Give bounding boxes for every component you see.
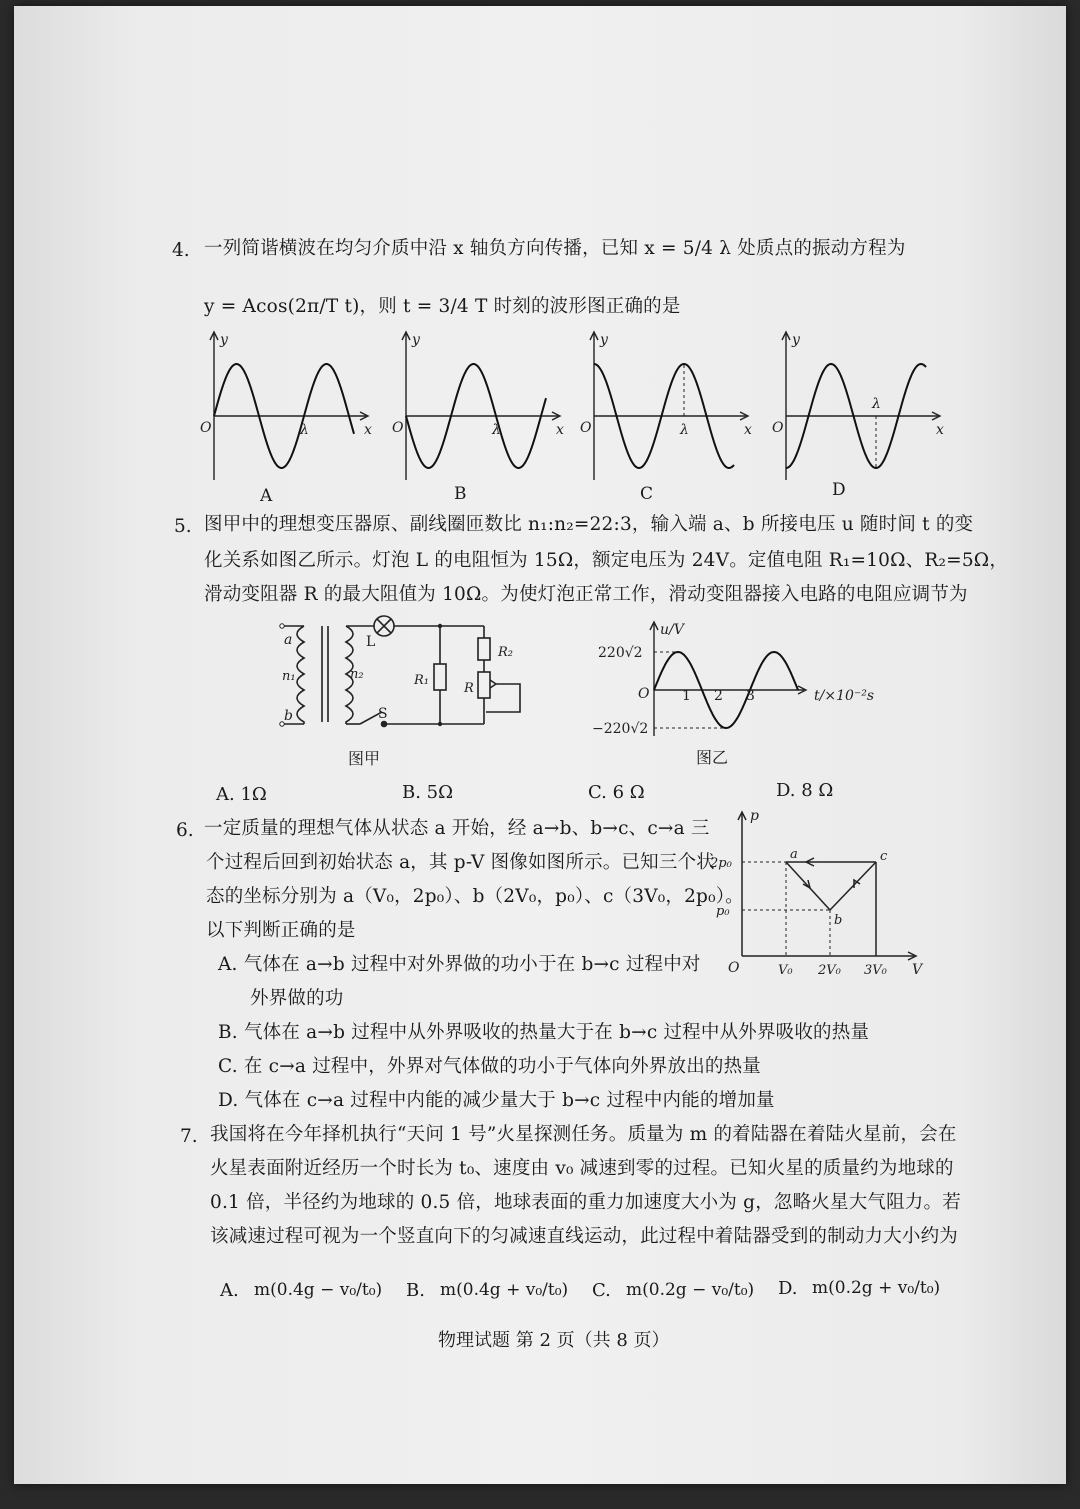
circuit-label-a: a xyxy=(284,632,293,648)
q6-line3: 态的坐标分别为 a（V₀，2p₀）、b（2V₀，p₀）、c（3V₀，2p₀）。 xyxy=(206,886,744,907)
q4-line2: y = Acos(2π/T t)，则 t = 3/4 T 时刻的波形图正确的是 xyxy=(204,296,681,317)
q6-pv-graph xyxy=(704,806,924,976)
circuit-label-n1: n₁ xyxy=(282,669,296,684)
pv-x1: V₀ xyxy=(778,963,793,978)
pv-x3: 3V₀ xyxy=(864,963,887,978)
q5-number: 5. xyxy=(174,516,192,537)
wave-panel-d xyxy=(772,332,944,480)
q7-option-d-letter: D. xyxy=(778,1278,798,1299)
q5-voltage-graph xyxy=(584,618,884,748)
q7-line1: 我国将在今年择机执行“天问 1 号”火星探测任务。质量为 m 的着陆器在着陆火星前，会在 xyxy=(210,1124,957,1145)
q5-line1: 图甲中的理想变压器原、副线圈匝数比 n₁:n₂=22:3，输入端 a、b 所接电压 u 随时间 t 的变 xyxy=(204,514,974,535)
circuit-label-n2: n₂ xyxy=(350,667,364,682)
q7-option-a-letter: A. xyxy=(220,1280,239,1301)
wave-x-label: x xyxy=(744,422,752,438)
q6-line2: 个过程后回到初始状态 a，其 p-V 图像如图所示。已知三个状 xyxy=(206,852,715,873)
circuit-label-b: b xyxy=(284,708,293,724)
vgraph-xtick: 1 xyxy=(682,688,691,704)
wave-lambda-label: λ xyxy=(300,422,309,438)
q4-wave-graphs xyxy=(174,324,944,514)
q6-number: 6. xyxy=(176,820,194,841)
q7-line3: 0.1 倍，半径约为地球的 0.5 倍，地球表面的重力加速度大小为 g，忽略火星大气阻力。若 xyxy=(210,1192,961,1213)
pv-y2: 2p₀ xyxy=(710,856,732,871)
q4-option-a: A xyxy=(260,486,273,506)
vgraph-ymin: −220√2 xyxy=(592,721,649,737)
wave-origin-label: O xyxy=(772,420,784,436)
wave-x-label: x xyxy=(936,422,944,438)
q4-option-b: B xyxy=(454,484,467,504)
q7-option-b-expr: m(0.4g + v₀/t₀) xyxy=(440,1280,569,1300)
q7-number: 7. xyxy=(180,1126,198,1147)
wave-origin-label: O xyxy=(580,420,592,436)
exam-page xyxy=(14,6,1066,1484)
wave-lambda-label: λ xyxy=(872,396,881,412)
q5-option-a: A. 1Ω xyxy=(216,784,267,805)
wave-panel-a xyxy=(200,332,372,480)
q4-number: 4. xyxy=(172,240,190,261)
wave-origin-label: O xyxy=(200,420,212,436)
wave-lambda-label: λ xyxy=(492,422,501,438)
vgraph-xtick: 3 xyxy=(746,688,755,704)
wave-x-label: x xyxy=(556,422,564,438)
q4-option-d: D xyxy=(832,480,846,500)
vgraph-ylabel: u/V xyxy=(660,622,684,638)
q6-option-a: A. 气体在 a→b 过程中对外界做的功小于在 b→c 过程中对 xyxy=(218,954,701,975)
q5-fig2-caption: 图乙 xyxy=(696,748,729,767)
wave-panel-c xyxy=(580,332,752,480)
circuit-label-l: L xyxy=(366,634,376,650)
q5-option-b: B. 5Ω xyxy=(402,782,454,803)
q6-line4: 以下判断正确的是 xyxy=(206,920,356,941)
q7-line2: 火星表面附近经历一个时长为 t₀、速度由 v₀ 减速到零的过程。已知火星的质量约为地球的 xyxy=(210,1158,954,1179)
q6-option-c: C. 在 c→a 过程中，外界对气体做的功小于气体向外界放出的热量 xyxy=(218,1056,762,1077)
wave-panel-b xyxy=(392,332,564,480)
wave-y-label: y xyxy=(792,332,800,348)
pv-y1: p₀ xyxy=(716,904,730,919)
page-footer: 物理试题 第 2 页（共 8 页） xyxy=(438,1330,670,1351)
pv-ylabel: p xyxy=(750,808,759,824)
q6-option-a-cont: 外界做的功 xyxy=(250,988,344,1009)
q7-option-d-expr: m(0.2g + v₀/t₀) xyxy=(812,1278,941,1298)
q5-line2: 化关系如图乙所示。灯泡 L 的电阻恒为 15Ω，额定电压为 24V。定值电阻 R₁=10Ω、R₂=5Ω， xyxy=(204,550,1009,571)
wave-y-label: y xyxy=(412,332,420,348)
q7-option-c-expr: m(0.2g − v₀/t₀) xyxy=(626,1280,755,1300)
q5-line3: 滑动变阻器 R 的最大阻值为 10Ω。为使灯泡正常工作，滑动变阻器接入电路的电阻应调节为 xyxy=(204,584,968,605)
q6-option-d: D. 气体在 c→a 过程中内能的减少量大于 b→c 过程中内能的增加量 xyxy=(218,1090,775,1111)
vgraph-xtick: 2 xyxy=(714,688,723,704)
q4-option-c: C xyxy=(640,484,654,504)
q6-option-b: B. 气体在 a→b 过程中从外界吸收的热量大于在 b→c 过程中从外界吸收的热量 xyxy=(218,1022,870,1043)
q7-line4: 该减速过程可视为一个竖直向下的匀减速直线运动，此过程中着陆器受到的制动力大小约为 xyxy=(210,1226,959,1247)
circuit-label-r1: R₁ xyxy=(414,673,429,688)
q7-option-c-letter: C. xyxy=(592,1280,611,1301)
q7-option-a-expr: m(0.4g − v₀/t₀) xyxy=(254,1280,383,1300)
q5-fig1-caption: 图甲 xyxy=(348,749,381,768)
circuit-label-r: R xyxy=(464,681,474,696)
vgraph-origin: O xyxy=(638,686,650,702)
vgraph-ymax: 220√2 xyxy=(598,645,643,661)
q7-option-b-letter: B. xyxy=(406,1280,425,1301)
wave-y-label: y xyxy=(600,332,608,348)
q4-line1: 一列简谐横波在均匀介质中沿 x 轴负方向传播，已知 x = 5/4 λ 处质点的振动方程为 xyxy=(204,238,906,259)
pv-origin: O xyxy=(728,960,740,976)
pv-point-b: b xyxy=(834,913,843,928)
wave-lambda-label: λ xyxy=(680,422,689,438)
circuit-label-r2: R₂ xyxy=(498,645,513,660)
wave-x-label: x xyxy=(364,422,372,438)
q5-circuit-diagram xyxy=(264,614,544,744)
wave-origin-label: O xyxy=(392,420,404,436)
pv-point-c: c xyxy=(880,849,888,864)
circuit-label-s: S xyxy=(378,706,388,722)
q6-line1: 一定质量的理想气体从状态 a 开始，经 a→b、b→c、c→a 三 xyxy=(204,818,710,839)
q5-option-d: D. 8 Ω xyxy=(776,780,834,801)
pv-x2: 2V₀ xyxy=(818,963,841,978)
wave-y-label: y xyxy=(220,332,228,348)
pv-point-a: a xyxy=(790,847,798,862)
q5-option-c: C. 6 Ω xyxy=(588,782,645,803)
pv-xlabel: V xyxy=(912,962,923,978)
vgraph-xlabel: t/×10⁻²s xyxy=(814,688,875,704)
